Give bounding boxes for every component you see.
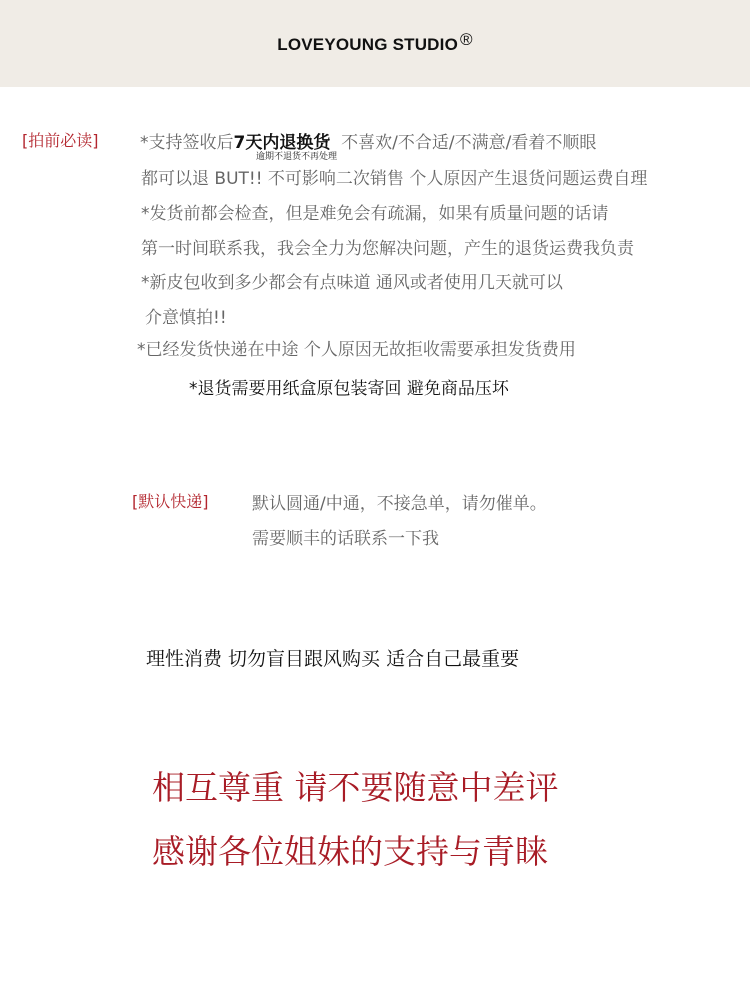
brand-name: LOVEYOUNG STUDIO (277, 35, 459, 54)
notice-line-1-emph: 7天内退换货 (233, 133, 331, 153)
notice-line-2: 都可以退 BUT!! 不可影响二次销售 个人原因产生退货问题运费自理 (141, 169, 648, 189)
notice-line-7: *已经发货快递在中途 个人原因无故拒收需要承担发货费用 (137, 340, 576, 360)
notice-line-1-prefix: *支持签收后 (140, 133, 234, 153)
notice-small-note: 逾期不退货不再处理 (256, 152, 338, 162)
notice-line-6: 介意慎拍!! (145, 308, 227, 328)
shipping-line-2: 需要顺丰的话联系一下我 (252, 529, 439, 549)
notice-line-1-suffix: 不喜欢/不合适/不满意/看着不顺眼 (341, 133, 597, 153)
shipping-line-1: 默认圆通/中通，不接急单，请勿催单。 (252, 494, 547, 514)
closing-line-2: 感谢各位姐妹的支持与青睐 (152, 832, 548, 871)
reminder-text: 理性消费 切勿盲目跟风购买 适合自己最重要 (146, 648, 520, 670)
notice-tag: [拍前必读] (22, 131, 99, 150)
shipping-tag: [默认快递] (132, 492, 209, 511)
closing-line-1: 相互尊重 请不要随意中差评 (152, 768, 559, 807)
notice-line-8: *退货需要用纸盒原包装寄回 避免商品压坏 (189, 379, 509, 399)
notice-line-1 (140, 128, 596, 153)
notice-line-5: *新皮包收到多少都会有点味道 通风或者使用几天就可以 (141, 273, 563, 293)
header-banner (0, 0, 750, 87)
registered-mark: ® (460, 30, 473, 49)
notice-line-4: 第一时间联系我，我会全力为您解决问题，产生的退货运费我负责 (141, 239, 634, 259)
brand-title (0, 30, 750, 55)
notice-line-3: *发货前都会检查，但是难免会有疏漏，如果有质量问题的话请 (141, 204, 609, 224)
